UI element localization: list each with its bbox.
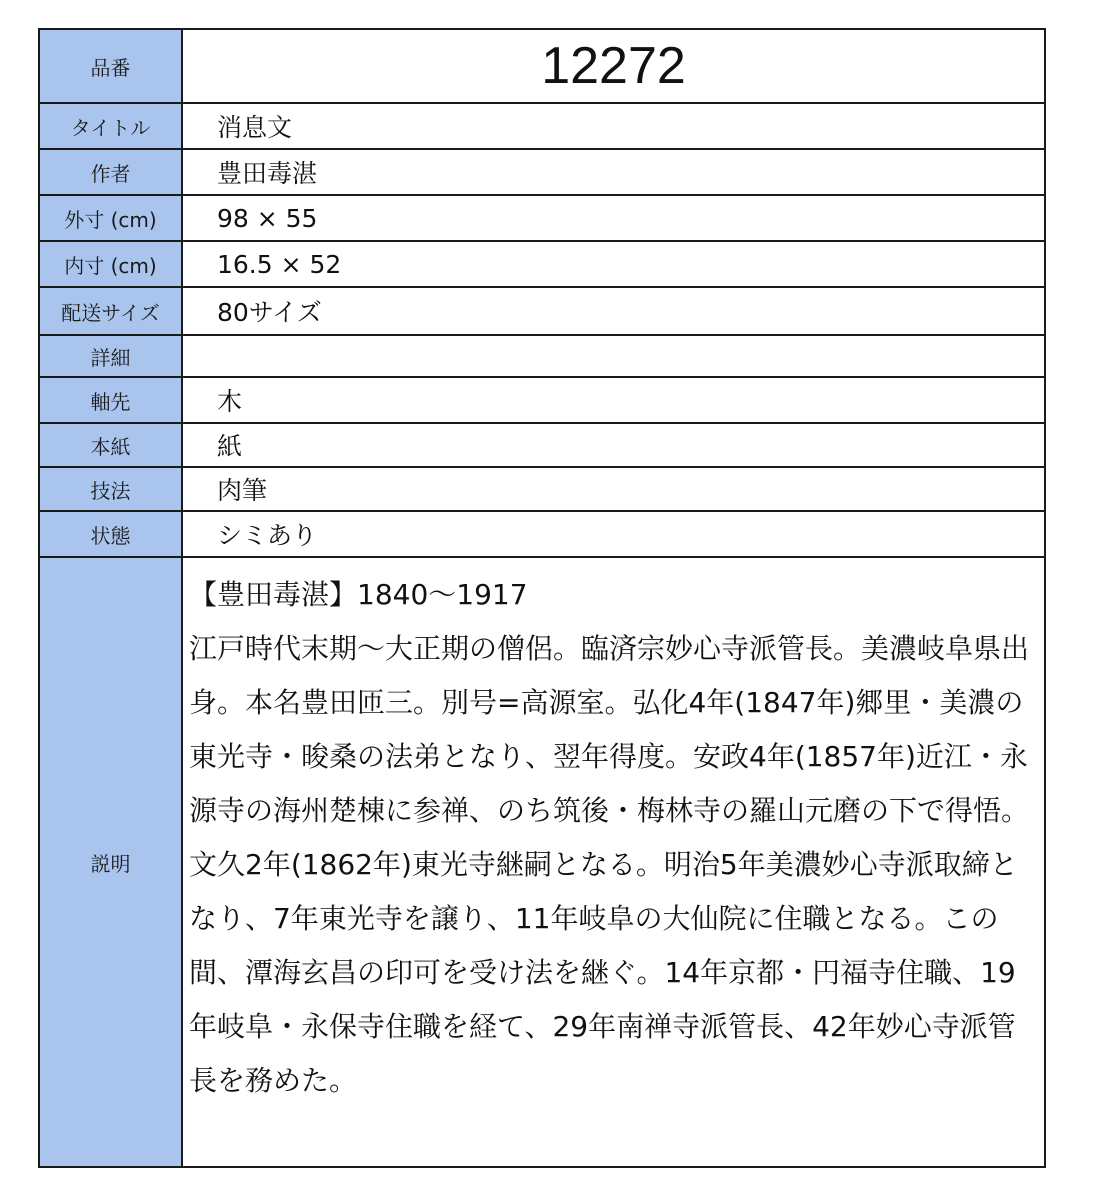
label-outer-size: 外寸 (cm) (39, 195, 182, 241)
value-technique: 肉筆 (182, 467, 1045, 511)
label-details: 詳細 (39, 335, 182, 377)
row-technique (39, 467, 1045, 511)
description-heading: 【豊田毒湛】1840〜1917 (189, 578, 528, 611)
label-technique: 技法 (39, 467, 182, 511)
label-inner-size: 内寸 (cm) (39, 241, 182, 287)
value-inner-size: 16.5 × 52 (182, 241, 1045, 287)
value-roller-end: 木 (182, 377, 1045, 423)
row-condition (39, 511, 1045, 557)
value-condition: シミあり (182, 511, 1045, 557)
row-paper (39, 423, 1045, 467)
item-spec-table (38, 28, 1046, 1168)
row-item-number (39, 29, 1045, 103)
value-paper: 紙 (182, 423, 1045, 467)
row-shipping-size (39, 287, 1045, 335)
row-title (39, 103, 1045, 149)
label-paper: 本紙 (39, 423, 182, 467)
value-details (182, 335, 1045, 377)
label-title: タイトル (39, 103, 182, 149)
label-roller-end: 軸先 (39, 377, 182, 423)
label-shipping-size: 配送サイズ (39, 287, 182, 335)
description-body: 江戸時代末期〜大正期の僧侶。臨済宗妙心寺派管長。美濃岐阜県出身。本名豊田匝三。別号=高源室。弘化4年(1847年)郷里・美濃の東光寺・晙桑の法弟となり、翌年得度。安政4年(1857年)近江・永源寺の海州楚棟に参禅、のち筑後・梅林寺の羅山元磨の下で得悟。文久2年(1862年)東光寺継嗣となる。明治5年美濃妙心寺派取締となり、7年東光寺を譲り、11年岐阜の大仙院に住職となる。この間、潭海玄昌の印可を受け法を継ぐ。14年京都・円福寺住職、19年岐阜・永保寺住職を経て、29年南禅寺派管長、42年妙心寺派管長を務めた。 (189, 632, 1030, 1097)
label-item-number: 品番 (39, 29, 182, 103)
value-title: 消息文 (182, 103, 1045, 149)
row-roller-end (39, 377, 1045, 423)
label-description: 説明 (39, 557, 182, 1167)
value-author: 豊田毒湛 (182, 149, 1045, 195)
value-outer-size: 98 × 55 (182, 195, 1045, 241)
row-description (39, 557, 1045, 1167)
value-shipping-size: 80サイズ (182, 287, 1045, 335)
row-inner-size (39, 241, 1045, 287)
label-condition: 状態 (39, 511, 182, 557)
row-author (39, 149, 1045, 195)
value-description (182, 557, 1045, 1167)
row-details (39, 335, 1045, 377)
row-outer-size (39, 195, 1045, 241)
value-item-number: 12272 (182, 29, 1045, 103)
label-author: 作者 (39, 149, 182, 195)
